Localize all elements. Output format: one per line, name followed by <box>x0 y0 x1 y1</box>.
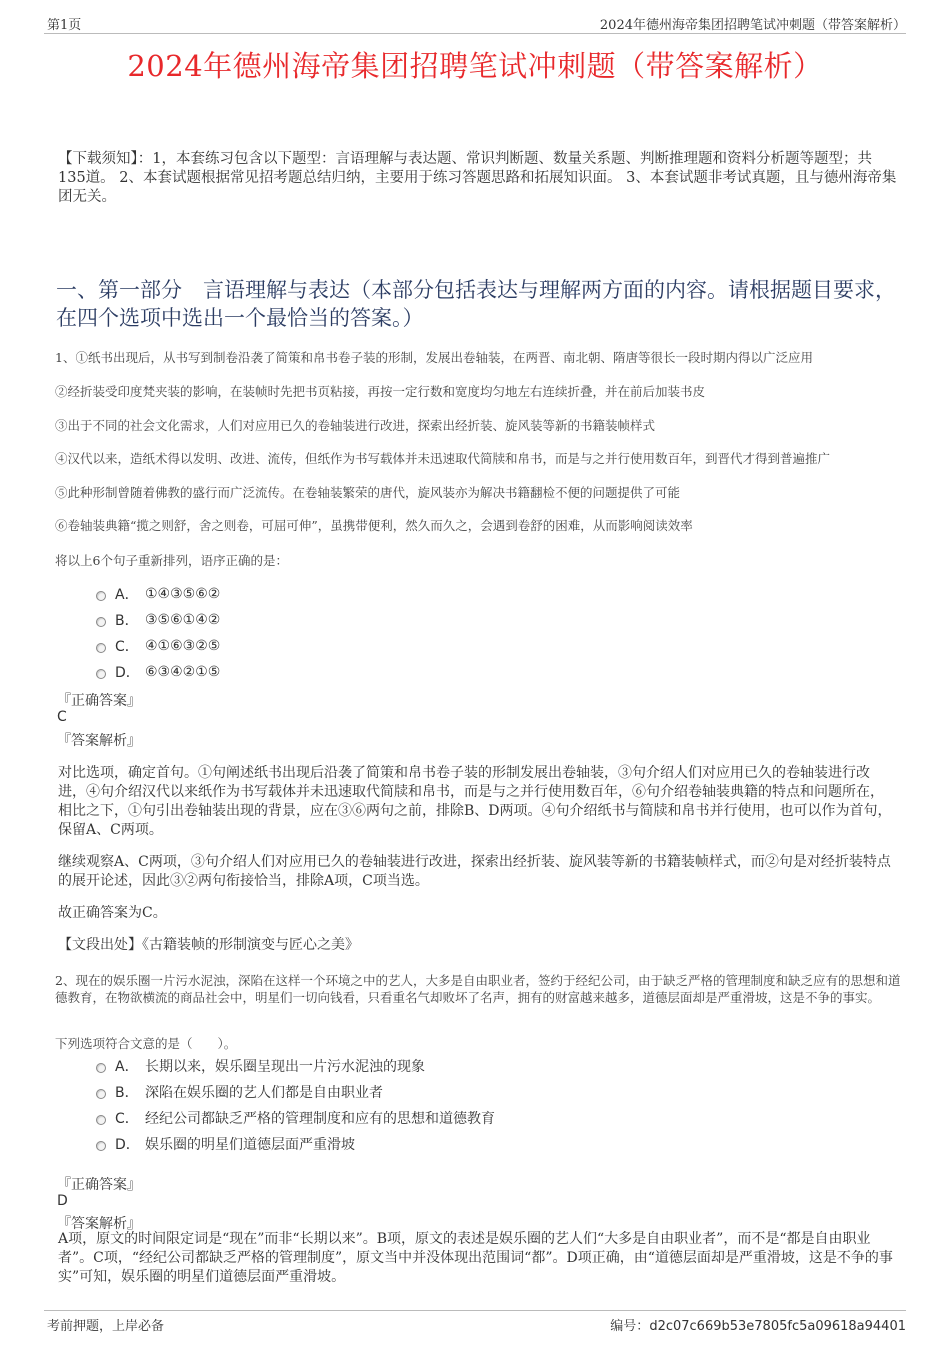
q2-question: 下列选项符合文意的是（ ）。 <box>55 1036 237 1051</box>
q1-analysis-label: 『答案解析』 <box>57 733 141 749</box>
footer-code-label: 编号： <box>610 1319 650 1334</box>
q2-analysis: A项，原文的时间限定词是“现在”而非“长期以来”。B项，原文的表述是娱乐圈的艺人们“大多是自由职业者”，而不是“都是自由职业者”。C项，“经纪公司都缺乏严格的管理制度”，原文当中并没体现出范围词“都”。D项正确，由“道德层面却是严重滑坡，这是不争的事实”可知，娱乐圈的明星们道德层面严重滑坡。 <box>58 1231 893 1285</box>
option-text: 长期以来，娱乐圈呈现出一片污水泥浊的现象 <box>145 1059 425 1075</box>
page-number: 第1页 <box>47 18 82 33</box>
q1-answer: C <box>57 709 67 725</box>
radio-icon[interactable] <box>96 1063 106 1073</box>
q2-option-c[interactable] <box>96 1108 495 1128</box>
q2-option-d[interactable] <box>96 1134 355 1154</box>
q1-prompt: 将以上6个句子重新排列，语序正确的是： <box>55 553 288 568</box>
q1-analysis-para-1: 对比选项，确定首句。①句阐述纸书出现后沿袭了简策和帛书卷子装的形制发展出卷轴装，③句介绍人们对应用已久的卷轴装进行改进，④句介绍汉代以来纸作为书写载体并未迅速取代简牍和帛书，而是与之并行使用数百年，⑥句介绍卷轴装典籍的特点和问题所在，相比之下，①句引出卷轴装出现的背景，应在③⑥两句之前，排除B、D两项。④句介绍纸书与简牍和帛书并行使用，也可以作为首句，保留A、C两项。 <box>58 765 892 838</box>
q2-answer-label: 『正确答案』 <box>57 1177 141 1193</box>
q1-line-6: ⑥卷轴装典籍“揽之则舒，舍之则卷，可屈可伸”，虽携带便利，然久而久之，会遇到卷舒的困难，从而影响阅读效率 <box>55 518 693 533</box>
option-letter: B． <box>115 1085 139 1101</box>
q1-option-b[interactable] <box>96 610 220 630</box>
option-letter: D． <box>115 665 140 681</box>
download-notice: 【下载须知】：1，本套练习包含以下题型：言语理解与表达题、常识判断题、数量关系题、判断推理题和资料分析题等题型；共135道。 2、本套试题根据常见招考题总结归纳，主要用于练习答题思路和拓展知识面。 3、本套试题非考试真题，且与德州海帝集团无关。 <box>58 151 897 205</box>
option-letter: C． <box>115 1111 139 1127</box>
radio-icon[interactable] <box>96 669 106 679</box>
option-text: ④①⑥③②⑤ <box>145 638 221 654</box>
option-text: 经纪公司都缺乏严格的管理制度和应有的思想和道德教育 <box>145 1111 495 1127</box>
q1-analysis-conclusion: 故正确答案为C。 <box>58 905 167 921</box>
option-letter: B． <box>115 613 139 629</box>
q1-option-d[interactable] <box>96 662 220 682</box>
q1-line-5: ⑤此种形制曾随着佛教的盛行而广泛流传。在卷轴装繁荣的唐代，旋风装亦为解决书籍翻检不便的问题提供了可能 <box>55 485 681 500</box>
footer-divider <box>44 1310 906 1311</box>
q2-option-a[interactable] <box>96 1056 425 1076</box>
option-text: 娱乐圈的明星们道德层面严重滑坡 <box>145 1137 355 1153</box>
option-text: 深陷在娱乐圈的艺人们都是自由职业者 <box>145 1085 383 1101</box>
page-title: 2024年德州海帝集团招聘笔试冲刺题（带答案解析） <box>127 49 823 83</box>
radio-icon[interactable] <box>96 643 106 653</box>
section-heading: 一、第一部分 言语理解与表达（本部分包括表达与理解两方面的内容。请根据题目要求，在四个选项中选出一个最恰当的答案。） <box>56 278 896 330</box>
radio-icon[interactable] <box>96 1115 106 1125</box>
footer-slogan: 考前押题，上岸必备 <box>47 1319 165 1334</box>
q2-analysis-label: 『答案解析』 <box>57 1216 141 1232</box>
footer-code-value: d2c07c669b53e7805fc5a09618a94401 <box>649 1319 906 1334</box>
radio-icon[interactable] <box>96 591 106 601</box>
option-letter: C． <box>115 639 139 655</box>
q2-stem: 2、现在的娱乐圈一片污水泥浊，深陷在这样一个环境之中的艺人，大多是自由职业者，签约于经纪公司，由于缺乏严格的管理制度和缺乏应有的思想和道德教育，在物欲横流的商品社会中，明星们一切向钱看，只看重名气却败坏了名声，拥有的财富越来越多，道德层面却是严重滑坡，这是不争的事实。 <box>55 973 901 1005</box>
q1-line-4: ④汉代以来，造纸术得以发明、改进、流传，但纸作为书写载体并未迅速取代简牍和帛书，而是与之并行使用数百年，到晋代才得到普遍推广 <box>55 451 831 466</box>
q2-answer: D <box>57 1193 68 1209</box>
q1-option-a[interactable] <box>96 584 220 604</box>
option-letter: D． <box>115 1137 140 1153</box>
q1-option-c[interactable] <box>96 636 220 656</box>
header-doc-title: 2024年德州海帝集团招聘笔试冲刺题（带答案解析） <box>599 18 906 33</box>
q1-answer-label: 『正确答案』 <box>57 693 141 709</box>
q2-option-b[interactable] <box>96 1082 383 1102</box>
q1-line-1: 1、①纸书出现后，从书写到制卷沿袭了简策和帛书卷子装的形制，发展出卷轴装，在两晋、南北朝、隋唐等很长一段时期内得以广泛应用 <box>55 350 813 365</box>
q1-line-2: ②经折装受印度梵夹装的影响，在装帧时先把书页粘接，再按一定行数和宽度均匀地左右连续折叠，并在前后加装书皮 <box>55 384 706 399</box>
footer-code <box>610 1315 906 1334</box>
option-text: ③⑤⑥①④② <box>145 612 221 628</box>
q1-analysis-para-2: 继续观察A、C两项，③句介绍人们对应用已久的卷轴装进行改进，探索出经折装、旋风装等新的书籍装帧样式，而②句是对经折装特点的展开论述，因此③②两句衔接恰当，排除A项，C项当选。 <box>58 854 891 889</box>
q1-source: 【文段出处】《古籍装帧的形制演变与匠心之美》 <box>58 937 359 953</box>
option-letter: A． <box>115 1059 139 1075</box>
header-divider <box>44 33 906 34</box>
radio-icon[interactable] <box>96 1089 106 1099</box>
radio-icon[interactable] <box>96 617 106 627</box>
option-letter: A． <box>115 587 139 603</box>
option-text: ⑥③④②①⑤ <box>145 664 221 680</box>
q1-line-3: ③出于不同的社会文化需求，人们对应用已久的卷轴装进行改进，探索出经折装、旋风装等新的书籍装帧样式 <box>55 418 656 433</box>
radio-icon[interactable] <box>96 1141 106 1151</box>
option-text: ①④③⑤⑥② <box>145 586 221 602</box>
